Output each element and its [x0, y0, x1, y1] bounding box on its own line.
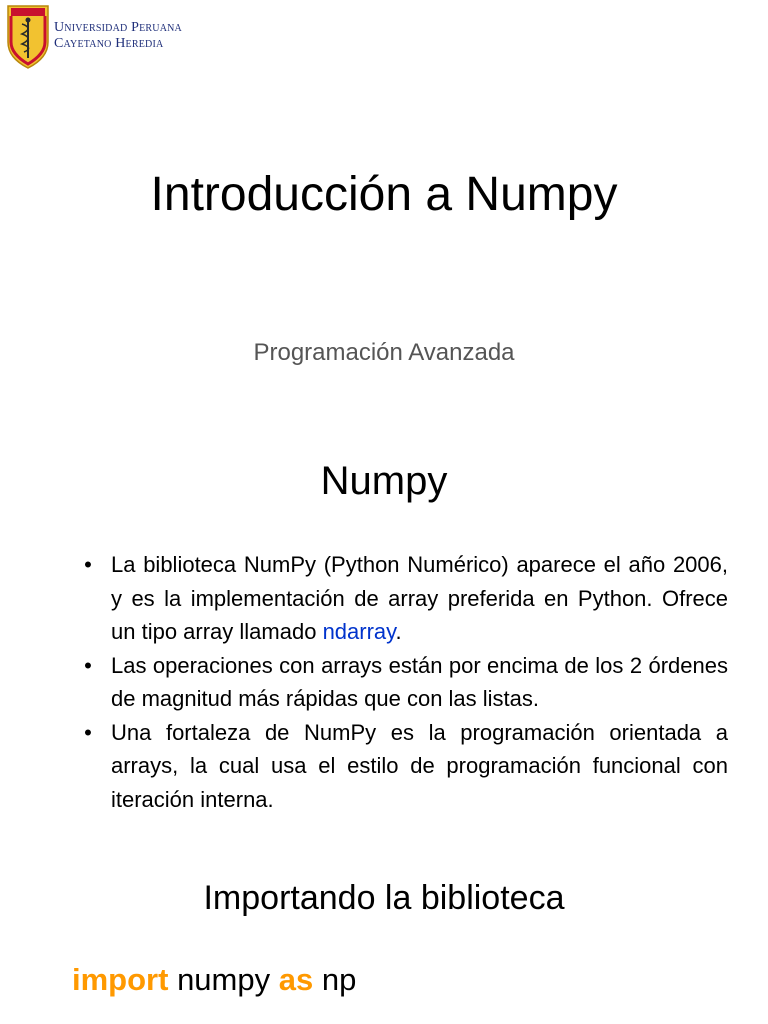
code-module: numpy — [177, 962, 271, 997]
bullet-marker: • — [84, 719, 92, 745]
code-snippet — [72, 960, 356, 1000]
bullet-marker: • — [84, 552, 92, 577]
bullet-text: Las operaciones con arrays están por encima de los 2 órdenes de magnitud más rápidas que con las listas. — [111, 652, 728, 711]
bullet-list — [72, 548, 728, 816]
bullet-text: Una fortaleza de NumPy es la programación orientada a arrays, la cual usa el estilo de programación funcional con iteración interna. — [111, 719, 728, 812]
slide-subtitle: Programación Avanzada — [253, 339, 515, 366]
bullet-item — [72, 548, 728, 649]
code-alias: np — [321, 962, 357, 997]
institution-name-line2: Cayetano Heredia — [54, 36, 164, 51]
bullet-text-end: . — [395, 619, 402, 644]
section-heading-numpy: Numpy — [320, 459, 448, 503]
ndarray-highlight: ndarray — [322, 619, 396, 644]
import-heading: Importando la biblioteca — [203, 879, 565, 917]
institution-name — [54, 20, 182, 52]
code-keyword-as: as — [278, 962, 314, 997]
slide-title: Introducción a Numpy — [150, 168, 618, 221]
bullet-item — [72, 716, 728, 817]
upch-shield-icon — [6, 4, 50, 70]
bullet-item — [72, 649, 728, 716]
code-keyword-import: import — [72, 962, 169, 997]
bullet-marker: • — [84, 652, 92, 678]
institution-logo — [6, 4, 206, 70]
institution-name-line1: Universidad Peruana — [54, 20, 182, 35]
bullet-text: La biblioteca NumPy (Python Numérico) aparece el año 2006, y es la implementación de array preferida en Python. Ofrece un tipo array llamado — [111, 552, 728, 644]
